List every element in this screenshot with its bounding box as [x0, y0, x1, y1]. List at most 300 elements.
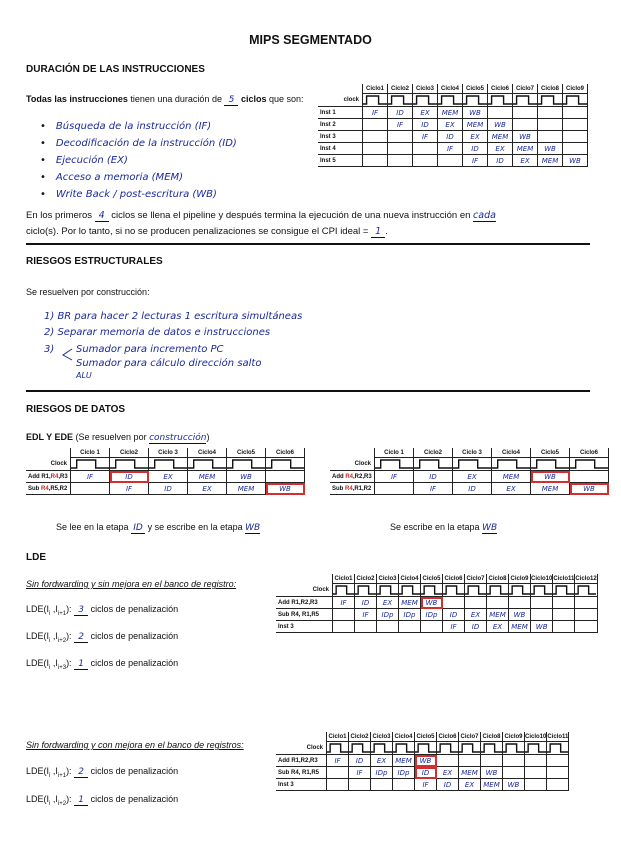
- clock-wave-icon: [388, 94, 412, 106]
- row-label-b: ,R5,R2: [48, 485, 68, 492]
- lde-heading: LDE: [26, 552, 46, 563]
- stage-cell: ID: [355, 597, 377, 609]
- clock-wave-icon: [465, 584, 486, 596]
- stage-cell: IDp: [421, 609, 443, 621]
- stage-cell: [538, 131, 563, 143]
- stage-item: • Decodificación de la instrucción (ID): [40, 135, 237, 152]
- row-label-a: Add R1,: [28, 473, 51, 480]
- stage-cell: [553, 621, 575, 633]
- stage-cell: WB: [227, 471, 266, 483]
- clock-wave-cell: [371, 742, 393, 755]
- stage-cell: [355, 621, 377, 633]
- estructurales-intro: Se resuelven por construcción:: [26, 287, 150, 297]
- cycle-header: Ciclo12: [575, 575, 597, 582]
- row-label-reg: R4: [41, 485, 49, 492]
- intro-end: ciclos: [238, 94, 267, 104]
- row-label-a: Sub: [332, 485, 345, 492]
- stage-cell: [377, 621, 399, 633]
- stage-cell: [481, 755, 503, 767]
- divider-2: [26, 390, 590, 392]
- clock-wave-cell: [349, 742, 371, 755]
- cycle-header: Ciclo6: [266, 448, 305, 458]
- stage-cell: IF: [71, 471, 110, 483]
- left-caption-b: y se escribe en la etapa: [145, 522, 246, 532]
- cycle-header: Ciclo9: [504, 733, 523, 740]
- stage-cell: WB: [531, 471, 570, 483]
- cycle-header: Ciclo5: [422, 575, 441, 582]
- left-caption: [56, 522, 260, 534]
- clock-wave-cell: [488, 94, 513, 107]
- clock-wave-cell: [333, 584, 355, 597]
- lde-line: [26, 631, 178, 644]
- lde-sub1: i: [49, 800, 51, 807]
- pipeline-table-1: [318, 84, 588, 167]
- stage-cell: WB: [421, 597, 443, 609]
- clock-wave-icon: [375, 458, 413, 470]
- stage-cell: ID: [414, 471, 453, 483]
- clock-wave-cell: [570, 458, 609, 471]
- stage-cell: [563, 131, 588, 143]
- pipeline-table-3: [276, 574, 598, 633]
- stage-cell: IF: [443, 621, 465, 633]
- estructurales-item-1: 1) BR para hacer 2 lecturas 1 escritura simultáneas: [44, 311, 303, 322]
- stage-cell: ID: [443, 609, 465, 621]
- clock-wave-icon: [487, 584, 508, 596]
- row-label-b: ,R2,R3: [353, 473, 372, 480]
- intro-bold: Todas las instrucciones: [26, 94, 128, 104]
- cycle-header: Ciclo 3: [149, 448, 188, 458]
- lde-b: ):: [66, 766, 75, 776]
- estructurales-item-2: 2) Separar memoria de datos e instrucciones: [44, 327, 271, 338]
- stage-cell: ID: [453, 483, 492, 495]
- para2-end: .: [385, 226, 388, 237]
- row-label: Inst 3: [318, 131, 363, 143]
- cycle-header: Ciclo8: [482, 733, 501, 740]
- stage-cell: [333, 609, 355, 621]
- clock-wave-icon: [377, 584, 398, 596]
- lde-c: ciclos de penalización: [88, 604, 179, 614]
- stage-cell: [399, 621, 421, 633]
- cycle-header: Ciclo3: [413, 84, 438, 94]
- stage-cell: ID: [437, 779, 459, 791]
- clock-wave-icon: [438, 94, 462, 106]
- stage-cell: WB: [570, 483, 609, 495]
- stage-cell: [363, 155, 388, 167]
- cycle-header: Ciclo4: [438, 84, 463, 94]
- clock-wave-cell: [388, 94, 413, 107]
- stage-cell: ID: [413, 119, 438, 131]
- lde-sub1: i: [49, 610, 51, 617]
- stage-cell: ID: [349, 755, 371, 767]
- lde-c: ciclos de penalización: [88, 631, 179, 641]
- page-title: MIPS SEGMENTADO: [249, 33, 372, 47]
- table-corner: [276, 732, 327, 742]
- row-label-b: ,R3: [58, 473, 68, 480]
- stage-cell: [438, 155, 463, 167]
- cycle-header: Ciclo7: [466, 575, 485, 582]
- stage-cell: EX: [377, 597, 399, 609]
- stage-cell: [509, 597, 531, 609]
- clock-wave-cell: [355, 584, 377, 597]
- cycle-header: Ciclo6: [570, 448, 609, 458]
- clock-wave-cell: [438, 94, 463, 107]
- lde-b: ):: [66, 604, 75, 614]
- edl-paren-b: ): [206, 432, 210, 442]
- lde-b: ):: [66, 658, 75, 668]
- lde-line: [26, 604, 178, 617]
- stage-cell: IF: [413, 131, 438, 143]
- cycle-header: Ciclo4: [394, 733, 413, 740]
- clock-wave-cell: [437, 742, 459, 755]
- lde-mid: ,I: [50, 658, 58, 668]
- stage-cell: [459, 755, 481, 767]
- stage-item: • Write Back / post-escritura (WB): [40, 186, 237, 203]
- stage-cell: EX: [453, 471, 492, 483]
- cycle-header: Ciclo5: [531, 448, 570, 458]
- stage-cell: IDp: [371, 767, 393, 779]
- stage-cell: [531, 597, 553, 609]
- stage-cell: IF: [414, 483, 453, 495]
- clock-wave-cell: [481, 742, 503, 755]
- estructurales-item-3-line-2: Sumador para cálculo dirección salto: [76, 358, 262, 369]
- cycle-header: Ciclo7: [513, 84, 538, 94]
- lde-a: LDE(I: [26, 631, 50, 641]
- clock-wave-icon: [414, 458, 452, 470]
- clock-wave-cell: [377, 584, 399, 597]
- stage-cell: MEM: [227, 483, 266, 495]
- lde-a: LDE(I: [26, 766, 50, 776]
- lde-sub1: i: [49, 664, 51, 671]
- clock-wave-cell: [110, 458, 149, 471]
- stage-cell: MEM: [438, 107, 463, 119]
- clock-label: Clock: [354, 460, 371, 467]
- lde-sub2: i+2: [57, 637, 67, 644]
- stage-cell: ID: [488, 155, 513, 167]
- cycle-header: Ciclo4: [400, 575, 419, 582]
- lde-value: 1: [74, 795, 88, 806]
- fill-cada: cada: [473, 210, 496, 221]
- clock-wave-icon: [531, 458, 569, 470]
- stage-cell: [575, 597, 597, 609]
- stage-cell: MEM: [393, 755, 415, 767]
- edl-ede-line: [26, 432, 209, 444]
- clock-wave-icon: [437, 742, 458, 754]
- cycle-header: Ciclo5: [227, 448, 266, 458]
- stage-cell: [388, 131, 413, 143]
- stage-cell: ID: [438, 131, 463, 143]
- cycle-header: Ciclo2: [350, 733, 369, 740]
- cycle-header: Ciclo2: [414, 448, 453, 458]
- lde-mid: ,I: [50, 766, 58, 776]
- edl-label: EDL Y EDE: [26, 432, 74, 442]
- stage-cell: [525, 767, 547, 779]
- lde-sub2: i+3: [57, 664, 67, 671]
- stage-cell: [525, 755, 547, 767]
- cycle-header: Ciclo6: [488, 84, 513, 94]
- stage-cell: EX: [371, 755, 393, 767]
- stage-cell: [465, 597, 487, 609]
- stage-cell: EX: [463, 131, 488, 143]
- stage-cell: [503, 767, 525, 779]
- stage-cell: [531, 609, 553, 621]
- edl-table-left: [26, 448, 305, 495]
- stage-cell: [327, 779, 349, 791]
- stage-cell: IF: [363, 107, 388, 119]
- lde-c: ciclos de penalización: [88, 766, 179, 776]
- stage-cell: [349, 779, 371, 791]
- row-label: Sub R4, R1,R5: [276, 609, 333, 621]
- stage-cell: [71, 483, 110, 495]
- clock-wave-cell: [227, 458, 266, 471]
- left-caption-id: ID: [131, 523, 145, 534]
- stage-cell: IDp: [393, 767, 415, 779]
- right-caption: [390, 522, 497, 534]
- cycle-header: Ciclo2: [110, 448, 149, 458]
- para1-b: ciclos se llena el pipeline y después termina la ejecución de una nueva instrucción en: [108, 210, 474, 221]
- stage-cell: IF: [463, 155, 488, 167]
- cycle-header: Ciclo1: [328, 733, 347, 740]
- stage-cell: [488, 107, 513, 119]
- stage-cell: ID: [465, 621, 487, 633]
- estructurales-item-3-line-3: ALU: [76, 371, 92, 380]
- clock-wave-icon: [71, 458, 109, 470]
- lde-line: [26, 766, 178, 779]
- section-heading-estructurales: RIESGOS ESTRUCTURALES: [26, 256, 163, 267]
- lde-b: ):: [66, 631, 75, 641]
- clock-wave-icon: [503, 742, 524, 754]
- clock-wave-icon: [570, 458, 608, 470]
- stage-cell: WB: [266, 483, 305, 495]
- clock-wave-icon: [413, 94, 437, 106]
- stage-cell: [575, 621, 597, 633]
- stage-cell: IF: [333, 597, 355, 609]
- cycle-header: Ciclo3: [372, 733, 391, 740]
- clock-label: clock: [343, 96, 359, 103]
- clock-wave-icon: [188, 458, 226, 470]
- stage-cell: [563, 143, 588, 155]
- clock-wave-cell: [363, 94, 388, 107]
- row-label: Add R1,R2,R3: [276, 755, 327, 767]
- para1-a: En los primeros: [26, 210, 95, 221]
- row-label: Inst 4: [318, 143, 363, 155]
- section-heading-datos: RIESGOS DE DATOS: [26, 404, 126, 415]
- clock-wave-cell: [443, 584, 465, 597]
- stage-cell: [570, 471, 609, 483]
- clock-wave-cell: [399, 584, 421, 597]
- stage-cell: ID: [415, 767, 437, 779]
- row-label-reg: R4: [50, 473, 59, 480]
- clock-wave-icon: [481, 742, 502, 754]
- stage-cell: [327, 767, 349, 779]
- stage-cell: [575, 609, 597, 621]
- stage-cell: WB: [513, 131, 538, 143]
- stage-cell: [388, 143, 413, 155]
- lde-line: [26, 794, 178, 807]
- clock-wave-icon: [399, 584, 420, 596]
- stage-cell: [553, 597, 575, 609]
- clock-wave-cell: [547, 742, 569, 755]
- lde-value: 2: [74, 767, 88, 778]
- fill-cycles: 4: [95, 210, 109, 222]
- lde-value: 3: [74, 605, 88, 616]
- row-label-a: Add: [332, 473, 346, 480]
- stage-cell: EX: [488, 143, 513, 155]
- cycle-header: Ciclo5: [416, 733, 435, 740]
- cycle-header: Ciclo2: [356, 575, 375, 582]
- stage-cell: MEM: [481, 779, 503, 791]
- stage-cell: IF: [415, 779, 437, 791]
- stage-cell: MEM: [399, 597, 421, 609]
- clock-wave-cell: [453, 458, 492, 471]
- stage-cell: MEM: [463, 119, 488, 131]
- clock-wave-cell: [503, 742, 525, 755]
- stage-cell: IF: [349, 767, 371, 779]
- stage-cell: WB: [509, 609, 531, 621]
- stage-cell: MEM: [487, 609, 509, 621]
- clock-wave-icon: [415, 742, 436, 754]
- row-label-reg: R4: [345, 473, 354, 480]
- clock-wave-icon: [492, 458, 530, 470]
- edl-table-right: [330, 448, 609, 495]
- stage-cell: IDp: [399, 609, 421, 621]
- pipeline-table-4: [276, 732, 569, 791]
- row-label: Inst 2: [318, 119, 363, 131]
- stage-cell: [503, 755, 525, 767]
- cycle-header: Ciclo2: [388, 84, 413, 94]
- duracion-paragraph-1: [26, 210, 496, 222]
- stage-cell: MEM: [188, 471, 227, 483]
- clock-wave-cell: [421, 584, 443, 597]
- stage-cell: EX: [513, 155, 538, 167]
- stage-cell: EX: [188, 483, 227, 495]
- stage-cell: [538, 119, 563, 131]
- clock-wave-icon: [509, 584, 530, 596]
- clock-label: Clock: [312, 586, 329, 593]
- clock-wave-cell: [459, 742, 481, 755]
- clock-wave-icon: [553, 584, 574, 596]
- stage-cell: IF: [327, 755, 349, 767]
- cycle-header: Ciclo4: [492, 448, 531, 458]
- clock-wave-cell: [492, 458, 531, 471]
- cpi-value: 1: [371, 226, 385, 238]
- table-corner: [330, 448, 375, 458]
- clock-wave-icon: [488, 94, 512, 106]
- stage-list: [40, 118, 237, 203]
- clock-wave-icon: [110, 458, 148, 470]
- cycle-header: Ciclo 1: [71, 448, 110, 458]
- stage-cell: [547, 755, 569, 767]
- stage-cell: EX: [492, 483, 531, 495]
- clock-wave-icon: [453, 458, 491, 470]
- row-label: [330, 471, 375, 483]
- stage-cell: EX: [459, 779, 481, 791]
- stage-cell: [421, 621, 443, 633]
- clock-wave-icon: [531, 584, 552, 596]
- stage-item: • Ejecución (EX): [40, 152, 237, 169]
- cycle-header: Ciclo6: [438, 733, 457, 740]
- clock-wave-icon: [349, 742, 370, 754]
- lde-mid: ,I: [50, 631, 58, 641]
- stage-cell: [487, 597, 509, 609]
- clock-wave-icon: [149, 458, 187, 470]
- clock-wave-cell: [375, 458, 414, 471]
- table-corner: [26, 448, 71, 458]
- clock-wave-cell: [563, 94, 588, 107]
- stage-cell: [563, 119, 588, 131]
- clock-wave-icon: [327, 742, 348, 754]
- right-caption-wb: WB: [482, 523, 498, 533]
- duracion-paragraph-2: [26, 226, 388, 238]
- clock-wave-cell: [525, 742, 547, 755]
- stage-cell: IDp: [377, 609, 399, 621]
- stage-cell: [513, 107, 538, 119]
- stage-item: • Búsqueda de la instrucción (IF): [40, 118, 237, 135]
- clock-wave-cell: [415, 742, 437, 755]
- stage-cell: [553, 609, 575, 621]
- lde-a: LDE(I: [26, 794, 50, 804]
- stage-cell: [525, 779, 547, 791]
- row-label: [26, 483, 71, 495]
- row-label: Inst 1: [318, 107, 363, 119]
- duracion-intro: [26, 94, 304, 106]
- clock-wave-icon: [525, 742, 546, 754]
- intro-tail: que son:: [266, 94, 304, 104]
- clock-wave-cell: [575, 584, 597, 597]
- cycle-header: Ciclo10: [531, 575, 553, 582]
- table-corner: [276, 574, 333, 584]
- intro-mid: tienen una duración de: [127, 94, 225, 104]
- clock-wave-cell: [531, 458, 570, 471]
- clock-label: Clock: [306, 744, 323, 751]
- stage-cell: [388, 155, 413, 167]
- stage-cell: MEM: [492, 471, 531, 483]
- cycle-header: Ciclo3: [378, 575, 397, 582]
- clock-wave-icon: [575, 584, 596, 596]
- estructurales-item-3-line-1: Sumador para incremento PC: [76, 344, 224, 355]
- stage-cell: [375, 483, 414, 495]
- lde-c: ciclos de penalización: [88, 794, 179, 804]
- cycle-header: Ciclo10: [525, 733, 547, 740]
- lde-value: 2: [74, 632, 88, 643]
- estructurales-item-3: 3): [44, 344, 55, 355]
- lde-a: LDE(I: [26, 658, 50, 668]
- cycle-header: Ciclo8: [538, 84, 563, 94]
- clock-wave-cell: [149, 458, 188, 471]
- cycle-header: Ciclo 3: [453, 448, 492, 458]
- stage-cell: WB: [415, 755, 437, 767]
- clock-wave-cell: [538, 94, 563, 107]
- edl-value: construcción: [149, 433, 207, 443]
- stage-cell: [443, 597, 465, 609]
- clock-wave-icon: [443, 584, 464, 596]
- clock-wave-cell: [513, 94, 538, 107]
- clock-wave-cell: [509, 584, 531, 597]
- stage-cell: MEM: [531, 483, 570, 495]
- stage-cell: WB: [463, 107, 488, 119]
- cycle-header: Ciclo9: [563, 84, 588, 94]
- lde-mid: ,I: [50, 604, 58, 614]
- clock-wave-icon: [393, 742, 414, 754]
- stage-cell: IF: [355, 609, 377, 621]
- sin-fwd-1: Sin fordwarding y sin mejora en el banco de registro:: [26, 579, 237, 589]
- clock-wave-cell: [413, 94, 438, 107]
- stage-cell: [363, 131, 388, 143]
- lde-line: [26, 658, 178, 671]
- cycle-header: Ciclo8: [488, 575, 507, 582]
- row-label-a: Sub: [28, 485, 41, 492]
- stage-cell: [538, 107, 563, 119]
- stage-cell: [547, 767, 569, 779]
